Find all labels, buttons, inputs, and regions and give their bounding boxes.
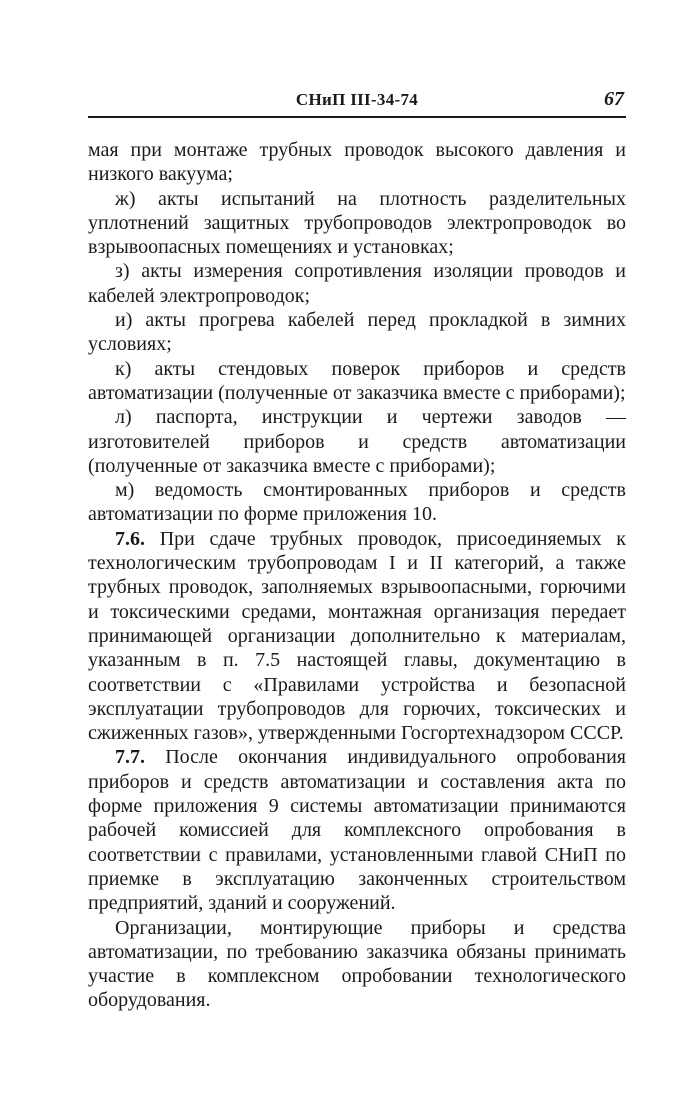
list-item-z: [88, 259, 626, 308]
paragraph-text: м) ведомость смонтированных приборов и средств автоматизации по форме приложения 10.: [88, 479, 626, 526]
clause-number: 7.6.: [115, 527, 145, 550]
clause-7-6: [88, 527, 626, 746]
list-item-l: [88, 405, 626, 478]
page-header: [88, 86, 626, 118]
paragraph-text: ж) акты испытаний на плотность разделительных уплотнений защитных трубопроводов электропроводок во взрывоопасных помещениях и установках;: [88, 187, 626, 259]
document-code: СНиП III-34-74: [295, 90, 419, 109]
list-item-k: [88, 357, 626, 406]
paragraph-text: л) паспорта, инструкции и чертежи заводов — изготовителей приборов и средств автоматизации (полученные от заказчика вместе с приборами);: [88, 406, 626, 477]
clause-number: 7.7.: [115, 746, 145, 769]
clause-7-7: [88, 745, 626, 915]
paragraph-text: При сдаче трубных проводок, присоединяемых к технологическим трубопроводам I и II категорий, а также трубных проводок, заполняемых взрывоопасными, горючими и токсическими средами, монтажная организация передает принимающей организации дополнительно к материалам, указанным в п. 7.5 настоящей главы, документацию в соответствии с «Правилами устройства и безопасной эксплуатации трубопроводов для горючих, токсических и сжиженных газов», утвержденными Госгортехнадзором СССР.: [88, 527, 627, 745]
paragraph-text: После окончания индивидуального опробования приборов и средств автоматизации и составления акта по форме приложения 9 системы автоматизации принимаются рабочей комиссией для комплексного опробования в соответствии с правилами, установленными главой СНиП по приемке в эксплуатацию законченных строительством предприятий, зданий и сооружений.: [88, 746, 626, 915]
paragraph-text: Организации, монтирующие приборы и средства автоматизации, по требованию заказчика обязаны принимать участие в комплексном опробовании технологического оборудования.: [88, 916, 626, 1012]
final-paragraph: [88, 916, 626, 1013]
paragraph-text: к) акты стендовых поверок приборов и средств автоматизации (полученные от заказчика вместе с приборами);: [88, 357, 626, 404]
paragraph-text: з) акты измерения сопротивления изоляции проводов и кабелей электропроводок;: [88, 260, 626, 307]
list-item-m: [88, 478, 626, 527]
paragraph-text: мая при монтаже трубных проводок высокого давления и низкого вакуума;: [88, 139, 626, 186]
list-item-zh: [88, 187, 626, 260]
paragraph-continuation: [88, 138, 626, 187]
paragraph-text: и) акты прогрева кабелей перед прокладкой в зимних условиях;: [88, 309, 626, 356]
body-text: [88, 138, 626, 1013]
page-number: 67: [604, 88, 624, 110]
list-item-i: [88, 308, 626, 357]
